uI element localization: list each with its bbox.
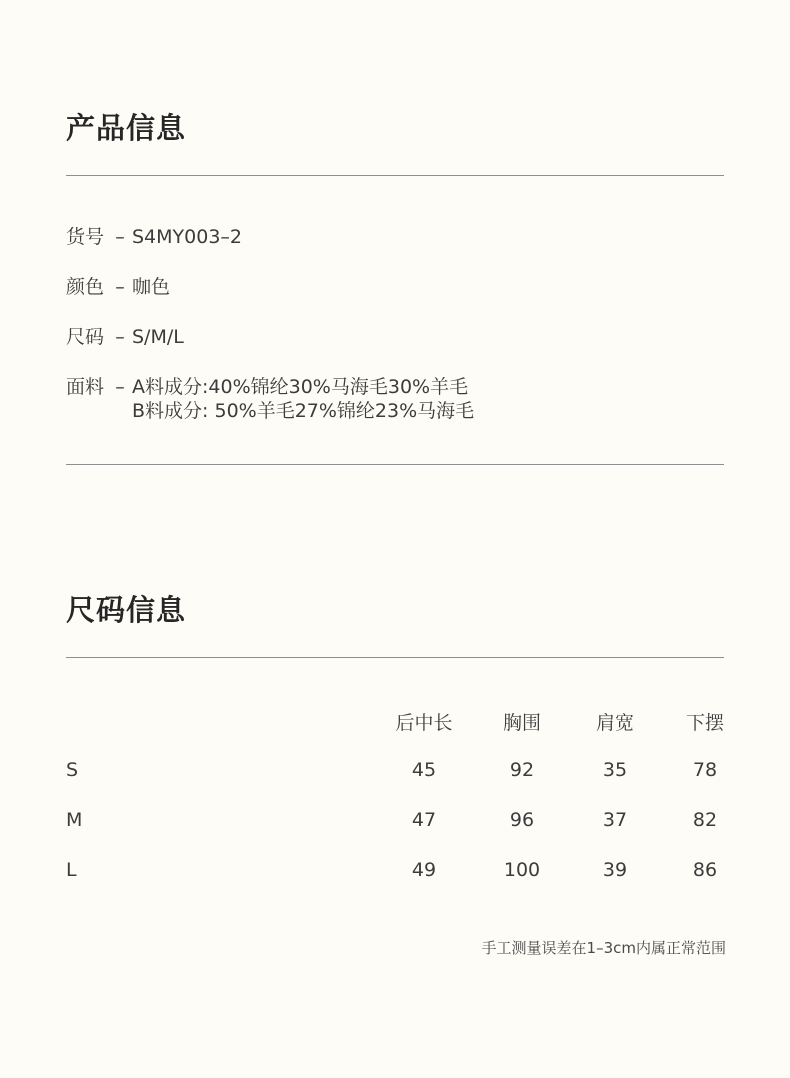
measurement-note: 手工测量误差在1–3cm内属正常范围 [481, 939, 726, 957]
size-header-shoulder: 肩宽 [595, 712, 635, 734]
size-cell: 100 [503, 859, 541, 881]
info-row-color [66, 275, 170, 299]
info-dash: – [115, 326, 125, 348]
size-header-hem: 下摆 [685, 712, 725, 734]
size-cell: 47 [411, 809, 437, 831]
size-row-label: L [66, 859, 77, 881]
size-cell: 82 [692, 809, 718, 831]
info-label: 面料 [66, 376, 105, 398]
info-value: A料成分:40%锦纶30%马海毛30%羊毛 [132, 376, 469, 398]
info-row-sku [66, 225, 242, 249]
size-cell: 45 [411, 759, 437, 781]
size-cell: 39 [602, 859, 628, 881]
size-row-label: S [66, 759, 79, 781]
info-label: 货号 [66, 226, 105, 248]
size-row-label: M [66, 809, 83, 831]
info-value: S4MY003–2 [132, 226, 243, 248]
product-info-title: 产品信息 [66, 111, 187, 145]
divider [66, 464, 724, 465]
size-cell: 49 [411, 859, 437, 881]
size-cell: 78 [692, 759, 718, 781]
size-cell: 92 [509, 759, 535, 781]
divider [66, 657, 724, 658]
info-label: 尺码 [66, 326, 105, 348]
info-dash: – [115, 226, 125, 248]
size-cell: 96 [509, 809, 535, 831]
divider [66, 175, 724, 176]
size-cell: 37 [602, 809, 628, 831]
size-header-chest: 胸围 [502, 712, 542, 734]
info-value: 咖色 [132, 276, 171, 298]
info-row-fabric [66, 375, 468, 399]
size-info-title: 尺码信息 [66, 593, 187, 627]
info-dash: – [115, 276, 125, 298]
info-row-size [66, 325, 184, 349]
info-value-fabric-b: B料成分: 50%羊毛27%锦纶23%马海毛 [132, 400, 475, 422]
info-label: 颜色 [66, 276, 105, 298]
info-dash: – [115, 376, 125, 398]
size-cell: 35 [602, 759, 628, 781]
size-cell: 86 [692, 859, 718, 881]
info-value: S/M/L [132, 326, 184, 348]
size-header-length: 后中长 [395, 712, 453, 734]
